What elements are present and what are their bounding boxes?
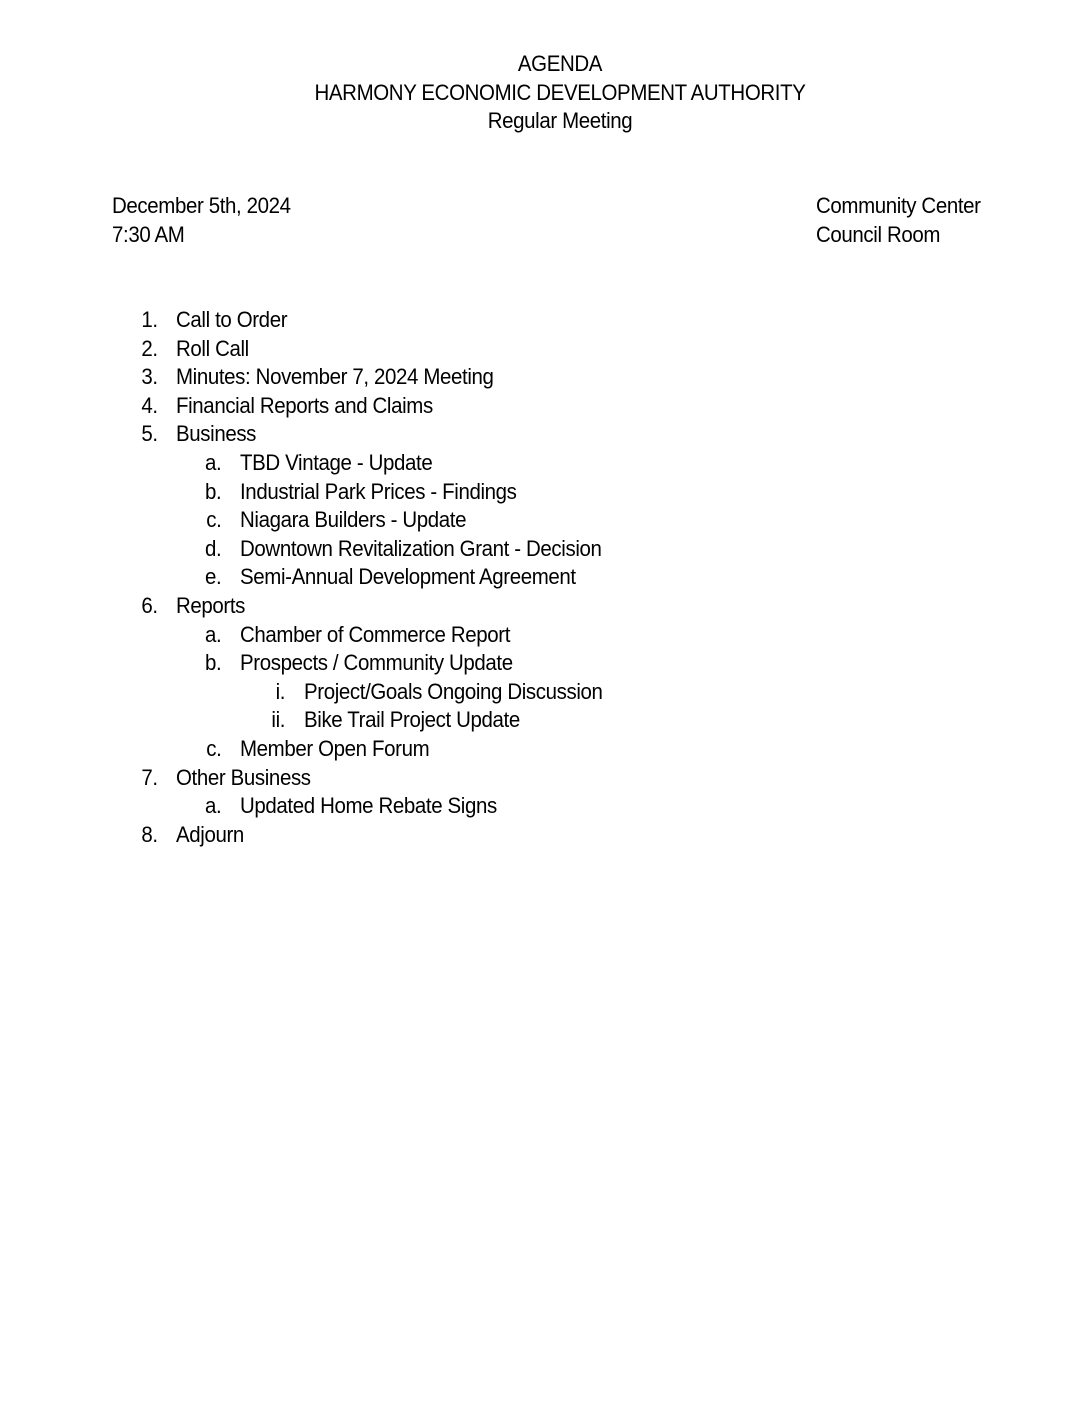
item-label: Financial Reports and Claims xyxy=(176,392,433,418)
meeting-room: Council Room xyxy=(816,221,941,247)
item-label: Call to Order xyxy=(176,307,288,332)
meeting-datetime xyxy=(112,192,304,249)
subsubitem-label: Project/Goals Ongoing Discussion xyxy=(304,678,603,704)
document-title: AGENDA xyxy=(517,51,603,76)
item-number: 3. xyxy=(141,364,158,390)
agenda-header xyxy=(0,50,1088,136)
subitem-letter: d. xyxy=(205,535,222,561)
item-number: 1. xyxy=(141,307,158,332)
item-number: 4. xyxy=(141,392,158,418)
subsubitem-numeral: i. xyxy=(275,678,286,704)
item-number: 2. xyxy=(141,335,158,361)
meeting-date: December 5th, 2024 xyxy=(112,193,291,218)
organization-name: HARMONY ECONOMIC DEVELOPMENT AUTHORITY xyxy=(314,79,806,105)
item-label: Minutes: November 7, 2024 Meeting xyxy=(176,364,494,390)
subsubitem-label: Bike Trail Project Update xyxy=(304,707,520,733)
meeting-place xyxy=(816,192,993,249)
item-number: 8. xyxy=(141,821,158,847)
subitem-label: TBD Vintage - Update xyxy=(240,449,433,475)
item-number: 6. xyxy=(141,592,158,618)
meeting-location: Community Center xyxy=(816,193,981,218)
meeting-type: Regular Meeting xyxy=(487,108,633,134)
subitem-letter: c. xyxy=(206,735,222,761)
item-label: Business xyxy=(176,421,257,447)
item-label: Roll Call xyxy=(176,335,249,361)
subitem-letter: a. xyxy=(205,621,222,647)
item-label: Other Business xyxy=(176,764,311,790)
subitem-letter: b. xyxy=(205,650,222,676)
subsubitem-numeral: ii. xyxy=(271,707,286,733)
subitem-label: Member Open Forum xyxy=(240,735,430,761)
item-label: Adjourn xyxy=(176,821,244,847)
subitem-letter: c. xyxy=(206,507,222,533)
item-number: 7. xyxy=(141,764,158,790)
item-label: Reports xyxy=(176,592,246,618)
item-number: 5. xyxy=(141,421,158,447)
subitem-label: Industrial Park Prices - Findings xyxy=(240,478,517,504)
subitem-label: Updated Home Rebate Signs xyxy=(240,793,497,819)
meeting-time: 7:30 AM xyxy=(112,221,185,247)
subitem-label: Niagara Builders - Update xyxy=(240,507,467,533)
subitem-letter: b. xyxy=(205,478,222,504)
subitem-label: Downtown Revitalization Grant - Decision xyxy=(240,535,602,561)
subitem-letter: e. xyxy=(205,564,222,590)
subitem-label: Semi-Annual Development Agreement xyxy=(240,564,576,590)
subitem-label: Prospects / Community Update xyxy=(240,650,513,676)
subitem-letter: a. xyxy=(205,793,222,819)
subitem-label: Chamber of Commerce Report xyxy=(240,621,511,647)
subitem-letter: a. xyxy=(205,449,222,475)
